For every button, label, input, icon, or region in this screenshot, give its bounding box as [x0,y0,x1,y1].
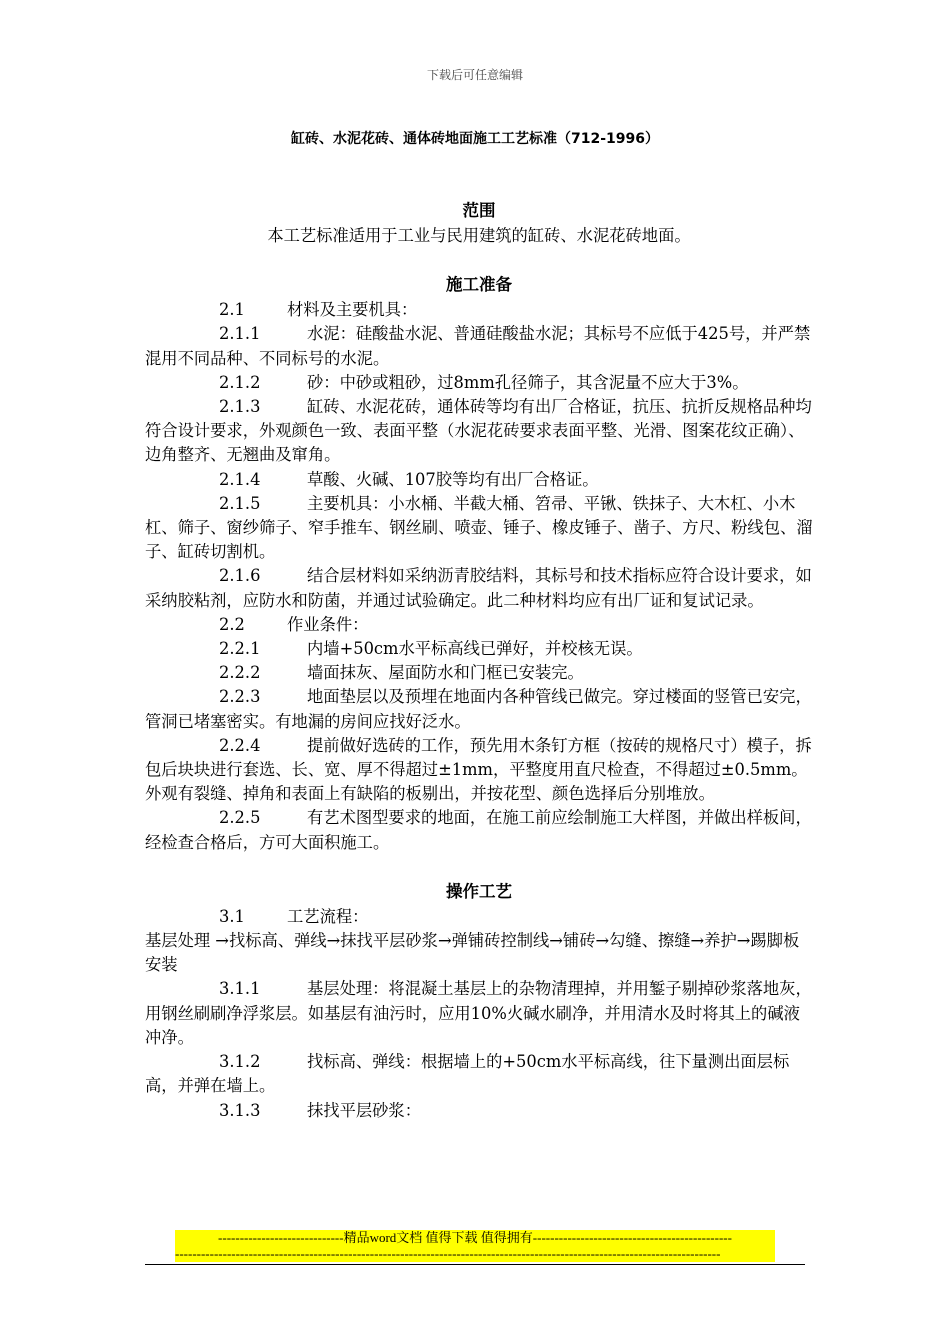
clause-3-1-1 [145,977,813,1050]
clause-text: 草酸、火碱、107胶等均有出厂合格证。 [307,469,599,489]
clause-number: 2.1.4 [219,469,261,489]
header-note: 下载后可任意编辑 [426,68,523,82]
clause-3-1-3 [145,1099,813,1123]
clause-text: 内墙+50cm水平标高线已弹好，并校核无误。 [307,639,643,659]
clause-number: 3.1.1 [219,979,261,999]
clause-text: 水泥：硅酸盐水泥、普通硅酸盐水泥；其标号不应低于425号，并严禁混用不同品种、不同标号的水泥。 [145,324,811,368]
clause-number: 3.1.2 [219,1052,261,1072]
clause-2-1-4 [145,468,813,492]
clause-number: 2.2.3 [219,687,261,707]
clause-2-1 [145,298,813,322]
clause-2-2-3 [145,685,813,733]
clause-3-1 [145,905,813,929]
clause-text: 提前做好选砖的工作，预先用木条钉方框（按砖的规格尺寸）模子，拆包后块块进行套选、长、宽、厚不得超过±1mm，平整度用直尺检查，不得超过±0.5mm。外观有裂缝、掉角和表面上有缺陷的板剔出，并按花型、颜色选择后分别堆放。 [145,735,812,804]
clause-text: 地面垫层以及预埋在地面内各种管线已做完。穿过楼面的竖管已安完，管洞已堵塞密实。有地漏的房间应找好泛水。 [145,687,812,731]
clause-number: 2.2.4 [219,735,261,755]
footer-banner [175,1230,775,1262]
clause-2-2-5 [145,806,813,854]
section-heading-prep: 施工准备 [446,275,512,295]
document-title: 缸砖、水泥花砖、通体砖地面施工工艺标准（712-1996） [291,131,659,147]
clause-number: 2.2 [219,614,245,634]
clause-number: 2.1.2 [219,372,261,392]
clause-2-1-1 [145,322,813,370]
clause-2-2-4 [145,734,813,807]
clause-text: 结合层材料如采纳沥青胶结料，其标号和技术指标应符合设计要求，如采纳胶粘剂，应防水和防菌，并通过试验确定。此二种材料均应有出厂证和复试记录。 [145,566,812,610]
process-flow: 基层处理 →找标高、弹线→抹找平层砂浆→弹铺砖控制线→铺砖→勾缝、擦缝→养护→踢脚板安装 [145,931,800,975]
clause-number: 2.1.6 [219,566,261,586]
clause-number: 2.2.1 [219,639,261,659]
clause-text: 找标高、弹线：根据墙上的+50cm水平标高线，往下量测出面层标高，并弹在墙上。 [145,1052,790,1096]
clause-text: 作业条件： [287,614,369,634]
footer-banner-line-2: ------------------------------------------------------------------------------------------------------------------------------ [175,1246,721,1261]
clause-text: 工艺流程： [287,906,369,926]
clause-2-1-6 [145,564,813,612]
clause-number: 3.1 [219,906,245,926]
clause-2-2-1 [145,637,813,661]
clause-text: 有艺术图型要求的地面，在施工前应绘制施工大样图，并做出样板间，经检查合格后，方可大面积施工。 [145,808,812,852]
clause-text: 基层处理：将混凝土基层上的杂物清理掉，并用錾子剔掉砂浆落地灰，用钢丝刷刷净浮浆层。如基层有油污时，应用10%火碱水刷净，并用清水及时将其上的碱液冲净。 [145,979,812,1047]
clause-text: 材料及主要机具： [287,300,418,320]
clause-2-2 [145,613,813,637]
clause-number: 2.1.1 [219,324,261,344]
clause-text: 主要机具：小水桶、半截大桶、笤帚、平锹、铁抹子、大木杠、小木杠、筛子、窗纱筛子、窄手推车、钢丝刷、喷壶、锤子、橡皮锤子、凿子、方尺、粉线包、溜子、缸砖切割机。 [145,493,813,562]
clause-text: 砂：中砂或粗砂，过8mm孔径筛子，其含泥量不应大于3%。 [307,372,749,392]
clause-number: 3.1.3 [219,1100,261,1120]
document-body [145,198,813,1123]
clause-text: 缸砖、水泥花砖，通体砖等均有出厂合格证，抗压、抗折反规格品种均符合设计要求，外观颜色一致、表面平整（水泥花砖要求表面平整、光滑、图案花纹正确）、边角整齐、无翘曲及窜角。 [145,397,812,465]
clause-number: 2.1 [219,300,245,320]
clause-number: 2.1.3 [219,397,261,417]
footer-rule [145,1264,805,1265]
clause-2-2-2 [145,661,813,685]
footer-banner-line-1: -----------------------------精品word文档 值得下载 值得拥有---------------------------------------------- [218,1230,732,1245]
clause-text: 墙面抹灰、屋面防水和门框已安装完。 [307,663,584,683]
clause-number: 2.2.2 [219,663,261,683]
section-heading-ops: 操作工艺 [446,881,512,901]
section-heading-scope: 范围 [462,201,496,220]
clause-2-1-2 [145,371,813,395]
clause-3-1-2 [145,1050,813,1098]
clause-2-1-5 [145,492,813,565]
clause-2-1-3 [145,395,813,468]
clause-number: 2.1.5 [219,493,261,513]
scope-text: 本工艺标准适用于工业与民用建筑的缸砖、水泥花砖地面。 [267,226,691,245]
clause-text: 抹找平层砂浆： [307,1100,421,1120]
clause-number: 2.2.5 [219,808,261,828]
